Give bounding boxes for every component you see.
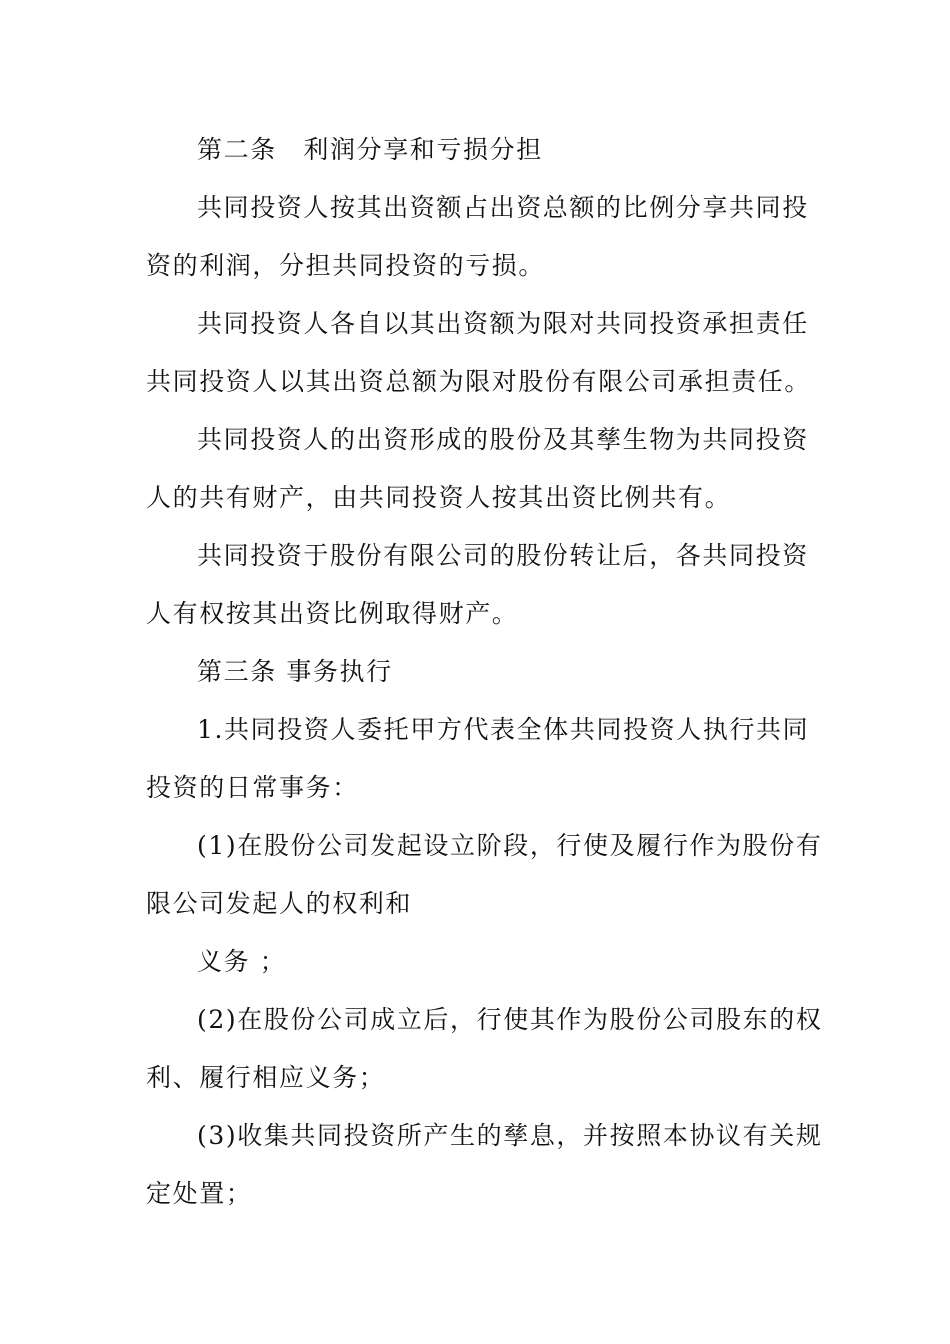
list-item-line: 义务 ； bbox=[197, 947, 287, 976]
paragraph-line: 共同投资于股份有限公司的股份转让后，各共同投资 bbox=[197, 541, 809, 570]
article-3-heading: 第三条 事务执行 bbox=[197, 657, 393, 686]
list-item-line: (1)在股份公司发起设立阶段，行使及履行作为股份有 bbox=[197, 831, 823, 860]
paragraph-line: 资的利润，分担共同投资的亏损。 bbox=[146, 251, 546, 280]
list-item-line: 限公司发起人的权利和 bbox=[146, 889, 413, 918]
list-item-line: 利、履行相应义务； bbox=[146, 1063, 386, 1092]
paragraph-line: 共同投资人的出资形成的股份及其孳生物为共同投资 bbox=[197, 425, 809, 454]
paragraph-line: 1.共同投资人委托甲方代表全体共同投资人执行共同 bbox=[197, 715, 810, 744]
paragraph-line: 投资的日常事务： bbox=[146, 773, 359, 802]
paragraph-line: 共同投资人按其出资额占出资总额的比例分享共同投 bbox=[197, 193, 809, 222]
paragraph-line: 共同投资人以其出资总额为限对股份有限公司承担责任。 bbox=[146, 367, 812, 396]
paragraph-line: 人的共有财产，由共同投资人按其出资比例共有。 bbox=[146, 483, 732, 512]
paragraph-line: 共同投资人各自以其出资额为限对共同投资承担责任 bbox=[197, 309, 809, 338]
list-item-line: (2)在股份公司成立后，行使其作为股份公司股东的权 bbox=[197, 1005, 823, 1034]
article-2-heading: 第二条 利润分享和亏损分担 bbox=[197, 135, 543, 164]
paragraph-line: 人有权按其出资比例取得财产。 bbox=[146, 599, 519, 628]
list-item-line: (3)收集共同投资所产生的孳息，并按照本协议有关规 bbox=[197, 1121, 823, 1150]
list-item-line: 定处置； bbox=[146, 1179, 253, 1208]
